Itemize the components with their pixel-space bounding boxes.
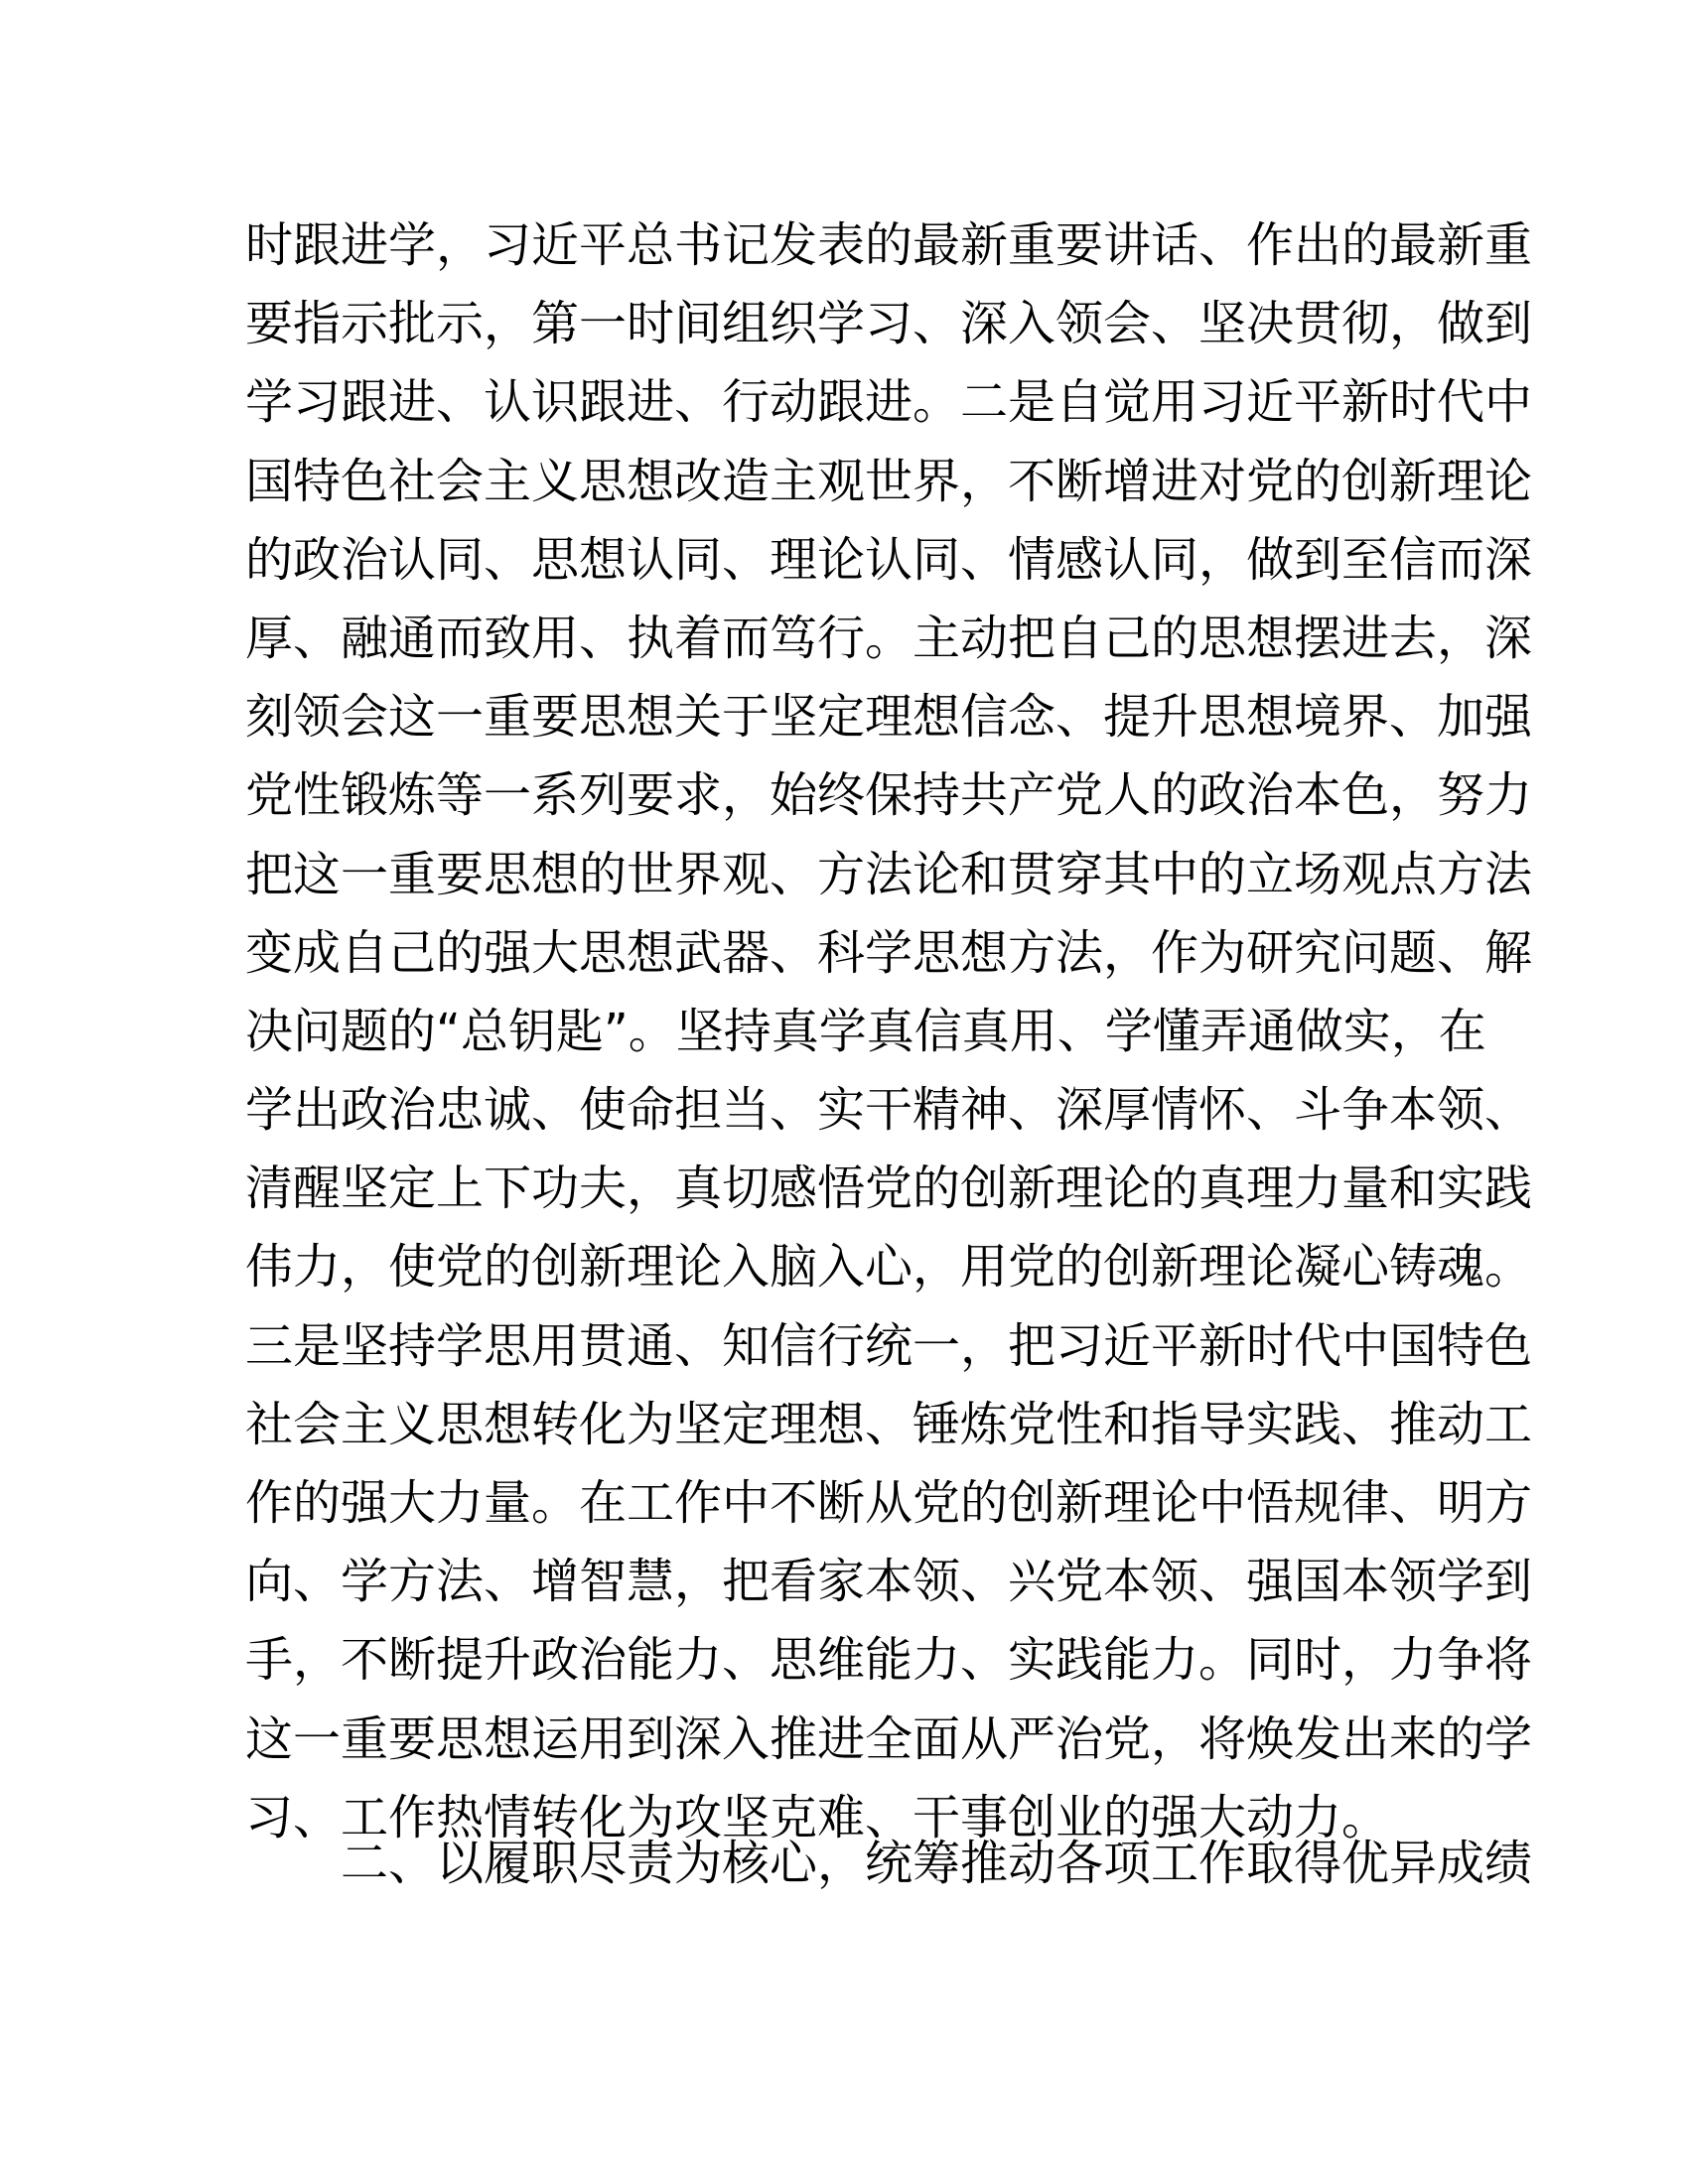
text-line: 社会主义思想转化为坚定理想、锤炼党性和指导实践、推动工 [245, 1396, 1533, 1452]
text-line: 刻领会这一重要思想关于坚定理想信念、提升思想境界、加强 [245, 689, 1533, 746]
text-line: 学习跟进、认识跟进、行动跟进。二是自觉用习近平新时代中 [245, 374, 1533, 431]
text-line: 把这一重要思想的世界观、方法论和贯穿其中的立场观点方法 [245, 846, 1533, 902]
text-line: 三是坚持学思用贯通、知信行统一，把习近平新时代中国特色 [245, 1317, 1533, 1374]
text-line: 时跟进学，习近平总书记发表的最新重要讲话、作出的最新重 [245, 217, 1533, 273]
text-line: 变成自己的强大思想武器、科学思想方法，作为研究问题、解 [245, 924, 1533, 981]
text-line: 清醒坚定上下功夫，真切感悟党的创新理论的真理力量和实践 [245, 1160, 1533, 1217]
text-line: 党性锻炼等一系列要求，始终保持共产党人的政治本色，努力 [245, 767, 1533, 824]
text-line: 厚、融通而致用、执着而笃行。主动把自己的思想摆进去，深 [245, 610, 1533, 666]
text-line: 向、学方法、增智慧，把看家本领、兴党本领、强国本领学到 [245, 1554, 1533, 1610]
text-line: 这一重要思想运用到深入推进全面从严治党，将焕发出来的学 [245, 1710, 1533, 1767]
text-line: 要指示批示，第一时间组织学习、深入领会、坚决贯彻，做到 [245, 296, 1533, 352]
text-line: 伟力，使党的创新理论入脑入心，用党的创新理论凝心铸魂。 [245, 1239, 1533, 1296]
section-heading: 二、以履职尽责为核心，统筹推动各项工作取得优异成绩 [341, 1836, 1533, 1891]
text-line: 国特色社会主义思想改造主观世界，不断增进对党的创新理论 [245, 453, 1533, 509]
text-line: 的政治认同、思想认同、理论认同、情感认同，做到至信而深 [245, 531, 1533, 588]
text-line: 手，不断提升政治能力、思维能力、实践能力。同时，力争将 [245, 1632, 1533, 1689]
text-line: 决问题的“总钥匙”。坚持真学真信真用、学懂弄通做实，在 [245, 1003, 1486, 1059]
text-line: 学出政治忠诚、使命担当、实干精神、深厚情怀、斗争本领、 [245, 1082, 1533, 1139]
text-line: 习、工作热情转化为攻坚克难、干事创业的强大动力。 [245, 1789, 1390, 1845]
body-paragraph [245, 206, 1533, 1857]
text-line: 作的强大力量。在工作中不断从党的创新理论中悟规律、明方 [245, 1475, 1533, 1531]
